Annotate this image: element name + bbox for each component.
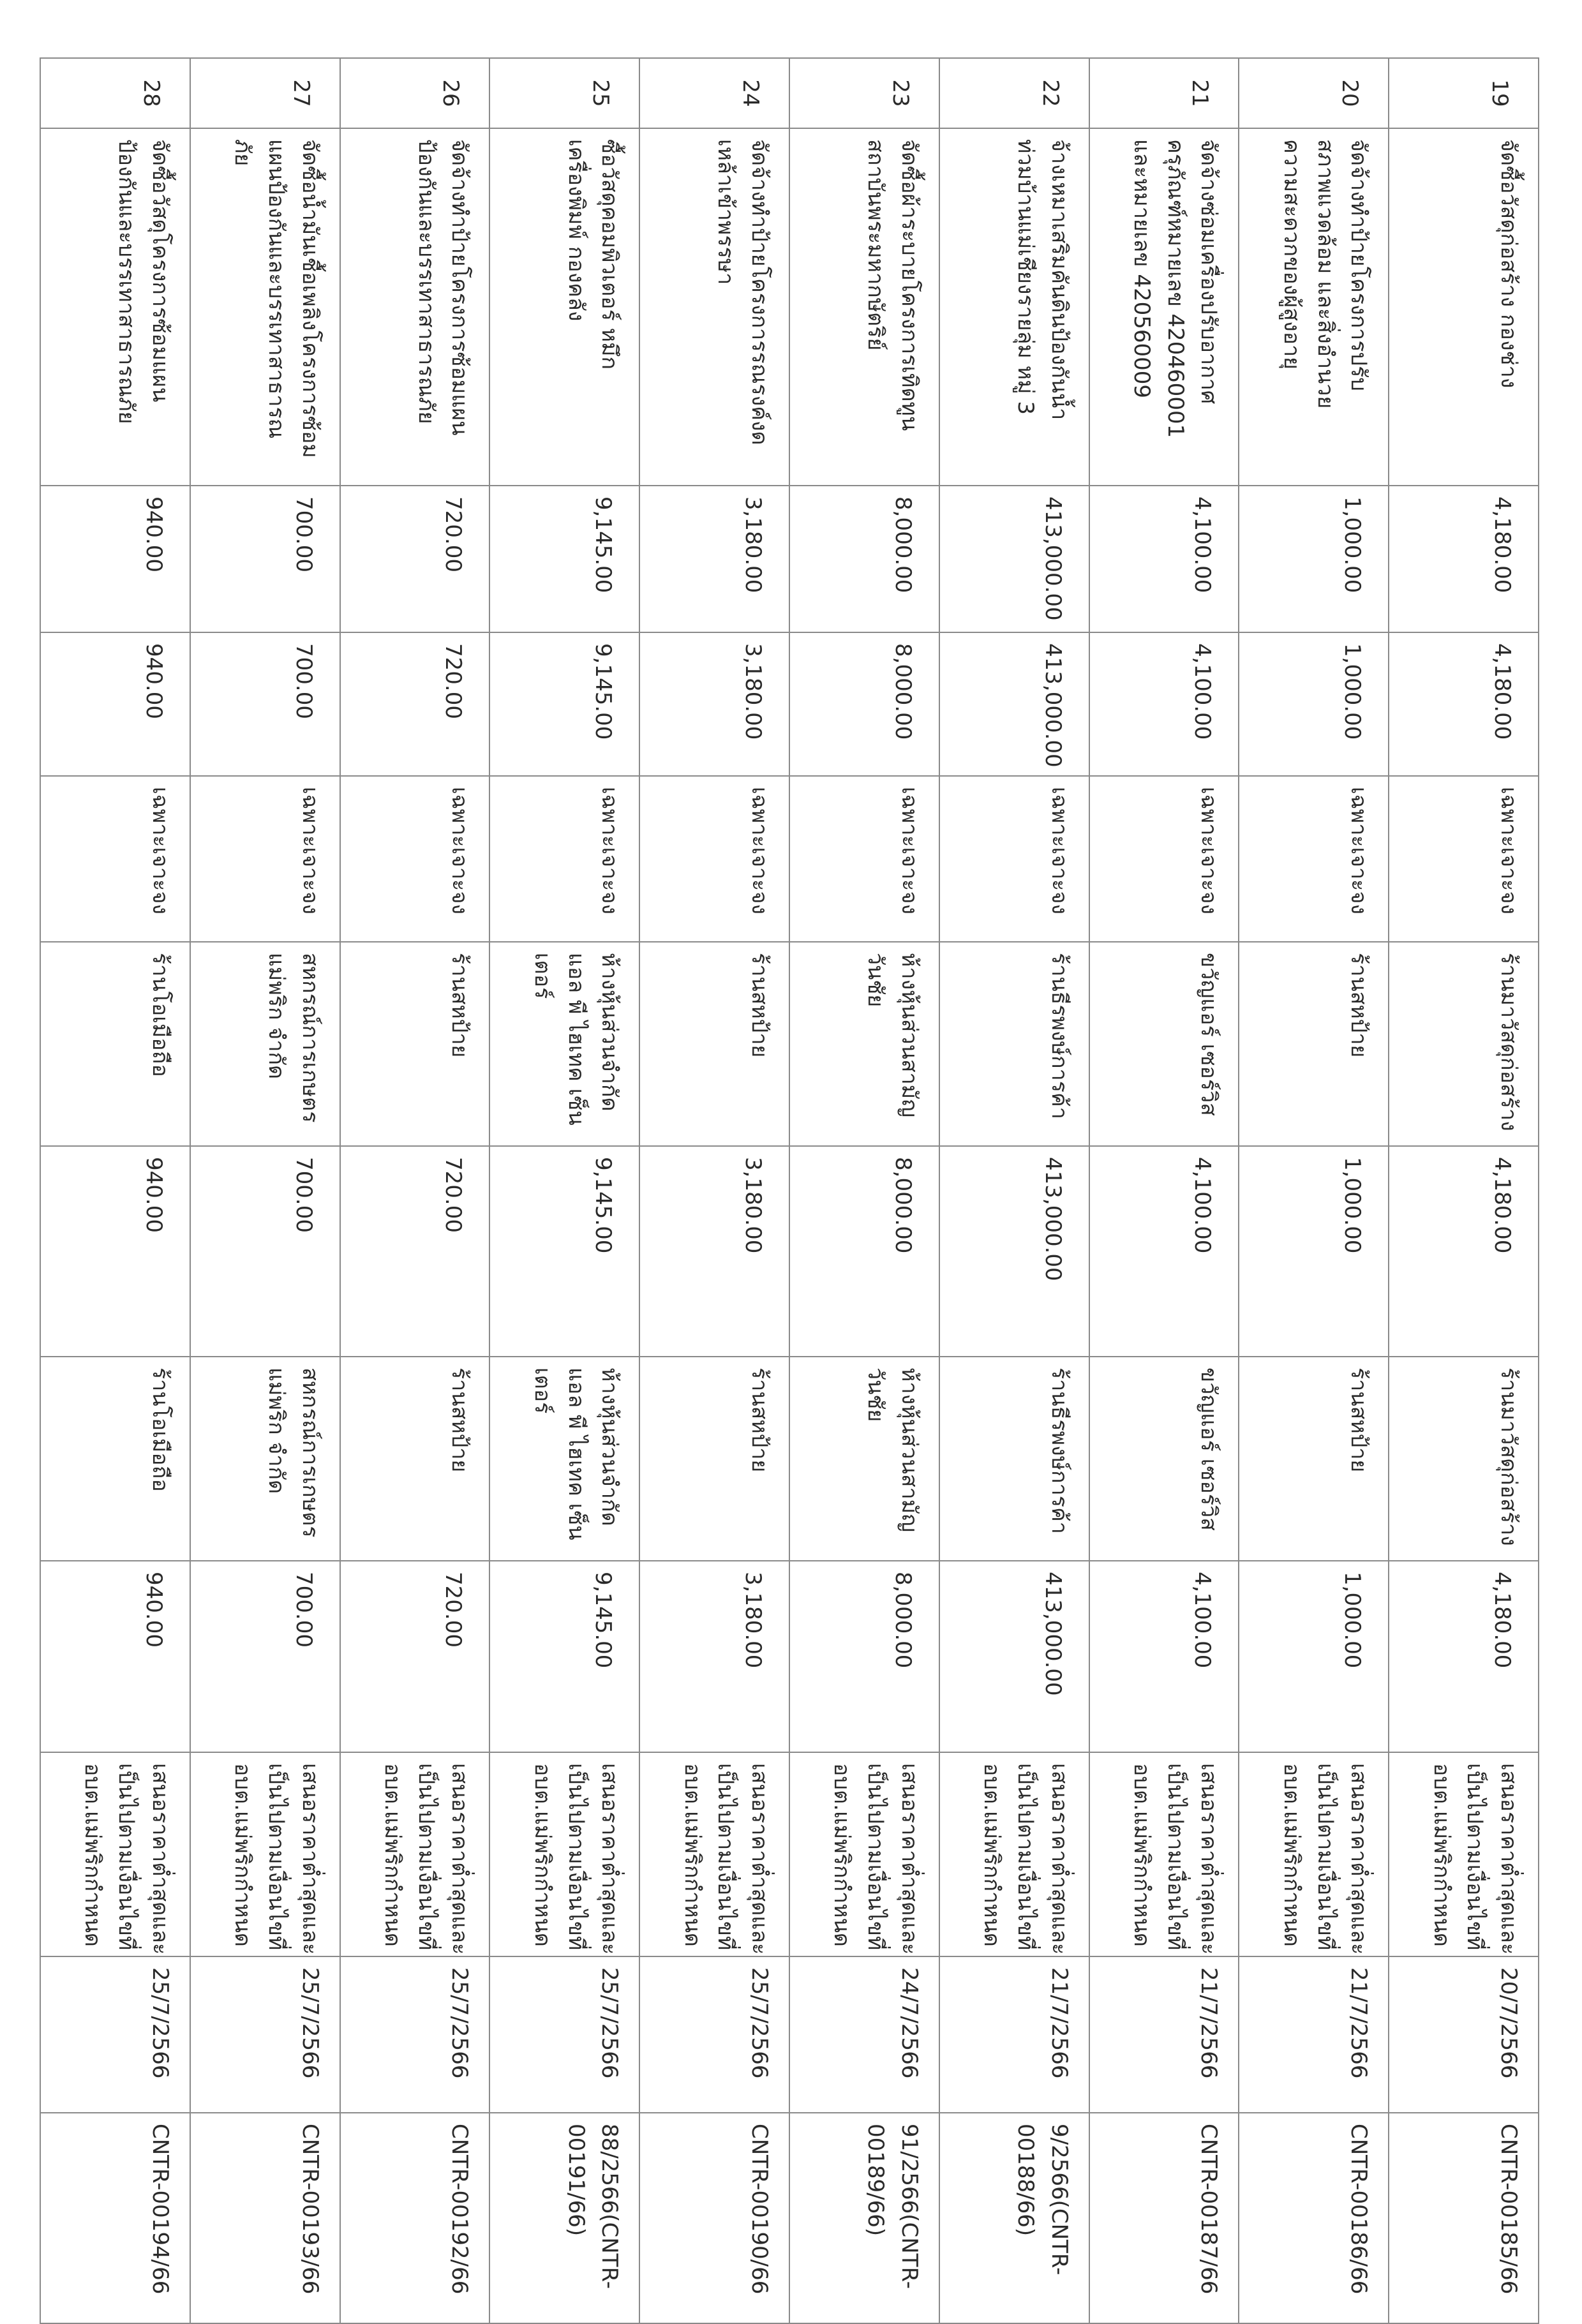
median-price-cell: 940.00: [40, 632, 190, 776]
agreed-price-cell: 9,145.00: [489, 1561, 639, 1752]
agreed-price-cell: 940.00: [40, 1561, 190, 1752]
table-row: [40, 58, 190, 2323]
selection-reason-line: อบต.แม่พริกกำหนด: [230, 1763, 256, 1947]
budget-cell: 4,180.00: [1389, 486, 1539, 632]
item-number-cell: 28: [40, 58, 190, 128]
median-price-cell: 1,000.00: [1239, 632, 1389, 776]
procurement-method-cell: เฉพาะเจาะจง: [939, 776, 1089, 942]
budget-cell: 700.00: [190, 486, 340, 632]
agreed-price-cell: 4,180.00: [1389, 1561, 1539, 1752]
selection-reason-line: เสนอราคาต่ำสุดและ: [1496, 1763, 1521, 1955]
description-line: จัดซื้อวัสดุโครงการซ้อมแผน: [147, 139, 173, 403]
median-price-cell: 9,145.00: [489, 632, 639, 776]
selected-vendor-cell: [40, 1357, 190, 1561]
bid-price-cell: 9,145.00: [489, 1146, 639, 1357]
selection-reason-cell: [340, 1752, 490, 1956]
selection-reason-cell: [190, 1752, 340, 1956]
selection-reason-line: เป็นไปตามเงื่อนไขที่: [563, 1763, 589, 1951]
selection-reason-line: เสนอราคาต่ำสุดและ: [747, 1763, 773, 1955]
contract-number-line: 91/2566(CNTR-: [896, 2124, 922, 2289]
selected-vendor-cell: [1389, 1357, 1539, 1561]
table-row: [340, 58, 490, 2323]
contract-date-cell: 21/7/2566: [939, 1956, 1089, 2113]
table-row: [489, 58, 639, 2323]
procurement-method-cell: เฉพาะเจาะจง: [1089, 776, 1239, 942]
contract-number-cell: [1239, 2113, 1389, 2323]
description-cell: [40, 128, 190, 486]
table-row: [789, 58, 939, 2323]
selection-reason-cell: [789, 1752, 939, 1956]
bidder-line: ห้างหุ้นส่วนจำกัด: [597, 953, 623, 1112]
bidder-cell: [489, 942, 639, 1146]
selection-reason-line: เสนอราคาต่ำสุดและ: [597, 1763, 623, 1955]
selected-vendor-cell: [340, 1357, 490, 1561]
description-line: จ้างเหมาเสริมคันดินป้องกันน้ำ: [1046, 139, 1072, 421]
selection-reason-line: อบต.แม่พริกกำหนด: [1129, 1763, 1155, 1947]
description-line: จัดจ้างทำป้ายโครงการปรับ: [1346, 139, 1372, 391]
budget-cell: 720.00: [340, 486, 490, 632]
selected-vendor-line: ร้านสหป้าย: [1346, 1367, 1372, 1473]
bidder-cell: [1089, 942, 1239, 1146]
selection-reason-line: เป็นไปตามเงื่อนไขที่: [413, 1763, 439, 1951]
table-body: [40, 58, 1539, 2323]
selection-reason-line: เสนอราคาต่ำสุดและ: [297, 1763, 323, 1955]
table-row: [939, 58, 1089, 2323]
description-line: จัดซื้อน้ำมันเชื้อเพลิงโครงการซ้อม: [297, 139, 323, 458]
description-cell: [489, 128, 639, 486]
bidder-line: ร้านโอเมือถือ: [147, 953, 173, 1077]
agreed-price-cell: 413,000.00: [939, 1561, 1089, 1752]
contract-number-line: CNTR-00192/66: [447, 2124, 473, 2295]
selection-reason-cell: [1389, 1752, 1539, 1956]
bid-price-cell: 720.00: [340, 1146, 490, 1357]
contract-date-cell: 21/7/2566: [1089, 1956, 1239, 2113]
selection-reason-line: เป็นไปตามเงื่อนไขที่: [1312, 1763, 1338, 1951]
item-number-cell: 20: [1239, 58, 1389, 128]
selection-reason-line: อบต.แม่พริกกำหนด: [80, 1763, 106, 1947]
selection-reason-line: เป็นไปตามเงื่อนไขที่: [1012, 1763, 1038, 1951]
bidder-line: ร้านสหป้าย: [1346, 953, 1372, 1058]
description-line: จัดซื้อผ้าระบายโครงการเทิดทูน: [896, 139, 922, 431]
contract-date-cell: 21/7/2566: [1239, 1956, 1389, 2113]
median-price-cell: 700.00: [190, 632, 340, 776]
item-number-cell: 27: [190, 58, 340, 128]
procurement-table: [40, 57, 1539, 2324]
bid-price-cell: 8,000.00: [789, 1146, 939, 1357]
median-price-cell: 8,000.00: [789, 632, 939, 776]
contract-number-cell: [190, 2113, 340, 2323]
item-number-cell: 26: [340, 58, 490, 128]
item-number-cell: 21: [1089, 58, 1239, 128]
description-cell: [939, 128, 1089, 486]
bidder-line: ร้านสหป้าย: [747, 953, 773, 1058]
description-line: ภัย: [230, 139, 256, 167]
agreed-price-cell: 8,000.00: [789, 1561, 939, 1752]
item-number-cell: 22: [939, 58, 1089, 128]
procurement-method-cell: เฉพาะเจาะจง: [789, 776, 939, 942]
description-line: ท่วมบ้านแม่เชียงรายลุ่ม หมู่ 3: [1012, 139, 1038, 415]
agreed-price-cell: 720.00: [340, 1561, 490, 1752]
description-cell: [190, 128, 340, 486]
bidder-cell: [939, 942, 1089, 1146]
selected-vendor-line: ร้านธีรพงษ์การค้า: [1046, 1367, 1072, 1534]
bid-price-cell: 413,000.00: [939, 1146, 1089, 1357]
procurement-method-cell: เฉพาะเจาะจง: [1389, 776, 1539, 942]
selected-vendor-line: สหกรณ์การเกษตร: [297, 1367, 323, 1538]
selection-reason-cell: [1089, 1752, 1239, 1956]
selected-vendor-cell: [939, 1357, 1089, 1561]
procurement-method-cell: เฉพาะเจาะจง: [489, 776, 639, 942]
budget-cell: 3,180.00: [639, 486, 789, 632]
selection-reason-line: อบต.แม่พริกกำหนด: [380, 1763, 406, 1947]
bid-price-cell: 700.00: [190, 1146, 340, 1357]
selection-reason-cell: [939, 1752, 1089, 1956]
contract-number-cell: [340, 2113, 490, 2323]
budget-cell: 9,145.00: [489, 486, 639, 632]
selected-vendor-line: แม่พริก จำกัด: [263, 1367, 289, 1494]
bid-price-cell: 4,180.00: [1389, 1146, 1539, 1357]
agreed-price-cell: 1,000.00: [1239, 1561, 1389, 1752]
budget-cell: 1,000.00: [1239, 486, 1389, 632]
bidder-cell: [639, 942, 789, 1146]
selected-vendor-cell: [1239, 1357, 1389, 1561]
description-line: ครุภัณฑ์หมายเลข 420460001: [1162, 139, 1188, 438]
selected-vendor-line: ร้านสหป้าย: [447, 1367, 473, 1473]
bidder-line: ร้านมาวัสดุก่อสร้าง: [1496, 953, 1521, 1131]
contract-number-line: CNTR-00193/66: [297, 2124, 323, 2295]
contract-number-line: CNTR-00187/66: [1196, 2124, 1222, 2295]
contract-number-line: 88/2566(CNTR-: [597, 2124, 623, 2289]
bid-price-cell: 1,000.00: [1239, 1146, 1389, 1357]
bidder-cell: [1389, 942, 1539, 1146]
description-line: จัดจ้างทำป้ายโครงการรณรงค์งด: [747, 139, 773, 445]
table-row: [1389, 58, 1539, 2323]
description-line: สภาพแวดล้อม และสิ่งอำนวย: [1312, 139, 1338, 409]
contract-number-line: 00191/66): [563, 2124, 589, 2237]
contract-number-line: CNTR-00186/66: [1346, 2124, 1372, 2295]
contract-number-cell: [1089, 2113, 1239, 2323]
contract-date-cell: 20/7/2566: [1389, 1956, 1539, 2113]
selection-reason-line: อบต.แม่พริกกำหนด: [1428, 1763, 1454, 1947]
selected-vendor-line: ห้างหุ้นส่วนสามัญ: [896, 1367, 922, 1533]
selection-reason-line: อบต.แม่พริกกำหนด: [979, 1763, 1005, 1947]
table-row: [1089, 58, 1239, 2323]
bidder-line: ร้านธีรพงษ์การค้า: [1046, 953, 1072, 1119]
agreed-price-cell: 3,180.00: [639, 1561, 789, 1752]
median-price-cell: 4,100.00: [1089, 632, 1239, 776]
selection-reason-cell: [1239, 1752, 1389, 1956]
selection-reason-line: เสนอราคาต่ำสุดและ: [147, 1763, 173, 1955]
description-line: ความสะดวกของผู้สูงอายุ: [1278, 139, 1304, 370]
bidder-line: แอล พี ไฮเทค เซ็น: [563, 953, 589, 1126]
bidder-line: เตอร์: [529, 953, 555, 999]
agreed-price-cell: 4,100.00: [1089, 1561, 1239, 1752]
contract-number-cell: [789, 2113, 939, 2323]
bidder-line: ร้านสหป้าย: [447, 953, 473, 1058]
selection-reason-line: เสนอราคาต่ำสุดและ: [896, 1763, 922, 1955]
selection-reason-line: เป็นไปตามเงื่อนไขที่: [1462, 1763, 1488, 1951]
description-line: จัดซื้อวัสดุก่อสร้าง กองช่าง: [1496, 139, 1521, 389]
bidder-line: สหกรณ์การเกษตร: [297, 953, 323, 1123]
item-number-cell: 19: [1389, 58, 1539, 128]
description-line: เครื่องพิมพ์ กองคลัง: [563, 139, 589, 322]
description-line: จัดจ้างทำป้ายโครงการซ้อมแผน: [447, 139, 473, 436]
contract-number-cell: [1389, 2113, 1539, 2323]
bidder-line: แม่พริก จำกัด: [263, 953, 289, 1080]
selection-reason-line: เป็นไปตามเงื่อนไขที่: [1162, 1763, 1188, 1951]
contract-number-line: CNTR-00194/66: [147, 2124, 173, 2295]
item-number-cell: 24: [639, 58, 789, 128]
bidder-cell: [190, 942, 340, 1146]
contract-date-cell: 25/7/2566: [190, 1956, 340, 2113]
selection-reason-line: อบต.แม่พริกกำหนด: [529, 1763, 555, 1947]
median-price-cell: 720.00: [340, 632, 490, 776]
selection-reason-line: อบต.แม่พริกกำหนด: [1278, 1763, 1304, 1947]
selected-vendor-cell: [639, 1357, 789, 1561]
bid-price-cell: 940.00: [40, 1146, 190, 1357]
description-cell: [789, 128, 939, 486]
bidder-cell: [340, 942, 490, 1146]
description-line: เหล้าเข้าพรรษา: [713, 139, 739, 285]
selected-vendor-line: วันชัย: [863, 1367, 889, 1422]
selection-reason-cell: [489, 1752, 639, 1956]
contract-date-cell: 25/7/2566: [340, 1956, 490, 2113]
bidder-line: ขวัญแอร์ เซอร์วิส: [1196, 953, 1222, 1116]
budget-cell: 8,000.00: [789, 486, 939, 632]
description-cell: [1089, 128, 1239, 486]
agreed-price-cell: 700.00: [190, 1561, 340, 1752]
table-row: [190, 58, 340, 2323]
median-price-cell: 4,180.00: [1389, 632, 1539, 776]
item-number-cell: 23: [789, 58, 939, 128]
contract-number-cell: [639, 2113, 789, 2323]
selection-reason-line: อบต.แม่พริกกำหนด: [679, 1763, 705, 1947]
procurement-method-cell: เฉพาะเจาะจง: [340, 776, 490, 942]
description-cell: [639, 128, 789, 486]
budget-cell: 940.00: [40, 486, 190, 632]
selected-vendor-line: แอล พี ไฮเทค เซ็น: [563, 1367, 589, 1540]
selection-reason-cell: [639, 1752, 789, 1956]
selected-vendor-cell: [489, 1357, 639, 1561]
selected-vendor-cell: [190, 1357, 340, 1561]
bid-price-cell: 3,180.00: [639, 1146, 789, 1357]
description-line: ป้องกันและบรรเทาสาธารณภัย: [114, 139, 140, 424]
description-line: จัดจ้างซ่อมเครื่องปรับอากาศ: [1196, 139, 1222, 405]
selected-vendor-cell: [789, 1357, 939, 1561]
table-row: [1239, 58, 1389, 2323]
description-line: แผนป้องกันและบรรเทาสาธารณ: [263, 139, 289, 439]
contract-number-cell: [939, 2113, 1089, 2323]
median-price-cell: 3,180.00: [639, 632, 789, 776]
selected-vendor-line: ร้านสหป้าย: [747, 1367, 773, 1473]
selection-reason-line: เสนอราคาต่ำสุดและ: [1196, 1763, 1222, 1955]
procurement-method-cell: เฉพาะเจาะจง: [190, 776, 340, 942]
description-line: สถาบันพระมหากษัตริย์: [863, 139, 889, 351]
description-cell: [1239, 128, 1389, 486]
contract-date-cell: 25/7/2566: [639, 1956, 789, 2113]
item-number-cell: 25: [489, 58, 639, 128]
bidder-line: ห้างหุ้นส่วนสามัญ: [896, 953, 922, 1118]
selected-vendor-line: ร้านโอเมือถือ: [147, 1367, 173, 1492]
budget-cell: 413,000.00: [939, 486, 1089, 632]
selected-vendor-line: ห้างหุ้นส่วนจำกัด: [597, 1367, 623, 1526]
procurement-method-cell: เฉพาะเจาะจง: [639, 776, 789, 942]
rotated-page: [40, 57, 1539, 2295]
selected-vendor-line: เตอร์: [529, 1367, 555, 1414]
selection-reason-line: เสนอราคาต่ำสุดและ: [1046, 1763, 1072, 1955]
selected-vendor-line: ร้านมาวัสดุก่อสร้าง: [1496, 1367, 1521, 1546]
contract-number-line: CNTR-00190/66: [747, 2124, 773, 2295]
selected-vendor-cell: [1089, 1357, 1239, 1561]
description-line: ซื้อวัสดุคอมพิวเตอร์ หมึก: [597, 139, 623, 370]
bidder-line: วันชัย: [863, 953, 889, 1008]
description-line: ป้องกันและบรรเทาสาธารณภัย: [413, 139, 439, 424]
selection-reason-line: เป็นไปตามเงื่อนไขที่: [263, 1763, 289, 1951]
description-line: และหมายเลข 420560009: [1129, 139, 1155, 399]
bidder-cell: [789, 942, 939, 1146]
contract-number-cell: [40, 2113, 190, 2323]
contract-date-cell: 25/7/2566: [40, 1956, 190, 2113]
description-cell: [340, 128, 490, 486]
table-row: [639, 58, 789, 2323]
contract-number-line: 00189/66): [863, 2124, 889, 2237]
selection-reason-line: เป็นไปตามเงื่อนไขที่: [863, 1763, 889, 1951]
procurement-method-cell: เฉพาะเจาะจง: [40, 776, 190, 942]
bidder-cell: [40, 942, 190, 1146]
contract-number-line: 9/2566(CNTR-: [1046, 2124, 1072, 2276]
selection-reason-line: เป็นไปตามเงื่อนไขที่: [114, 1763, 140, 1951]
bid-price-cell: 4,100.00: [1089, 1146, 1239, 1357]
selected-vendor-line: ขวัญแอร์ เซอร์วิส: [1196, 1367, 1222, 1531]
selection-reason-line: เสนอราคาต่ำสุดและ: [1346, 1763, 1372, 1955]
selection-reason-line: อบต.แม่พริกกำหนด: [829, 1763, 855, 1947]
procurement-method-cell: เฉพาะเจาะจง: [1239, 776, 1389, 942]
selection-reason-line: เสนอราคาต่ำสุดและ: [447, 1763, 473, 1955]
bidder-cell: [1239, 942, 1389, 1146]
contract-date-cell: 25/7/2566: [489, 1956, 639, 2113]
contract-number-line: CNTR-00185/66: [1496, 2124, 1521, 2295]
median-price-cell: 413,000.00: [939, 632, 1089, 776]
selection-reason-line: เป็นไปตามเงื่อนไขที่: [713, 1763, 739, 1951]
description-cell: [1389, 128, 1539, 486]
contract-number-line: 00188/66): [1012, 2124, 1038, 2237]
selection-reason-cell: [40, 1752, 190, 1956]
budget-cell: 4,100.00: [1089, 486, 1239, 632]
contract-number-cell: [489, 2113, 639, 2323]
contract-date-cell: 24/7/2566: [789, 1956, 939, 2113]
